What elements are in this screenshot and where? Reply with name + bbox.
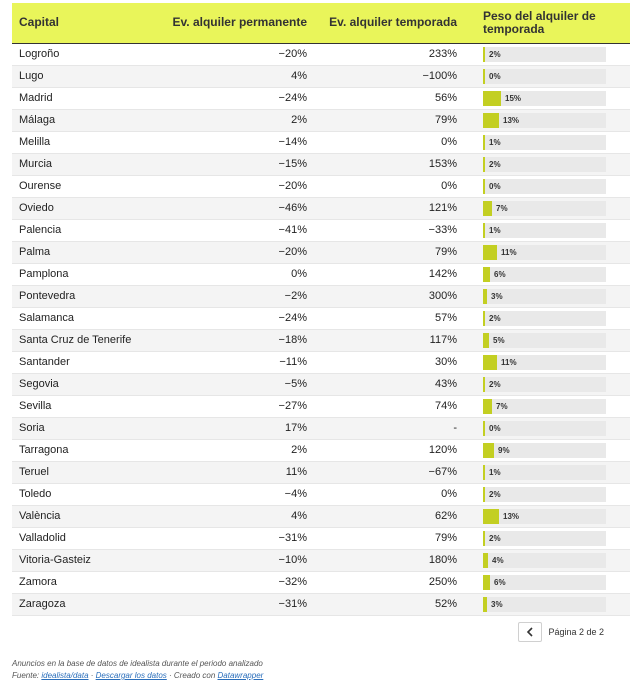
bar-fill <box>483 443 494 458</box>
cell-peso-temporada <box>465 461 630 483</box>
bar-fill <box>483 267 490 282</box>
cell-capital: Pamplona <box>19 268 69 280</box>
bar-value-label: 0% <box>489 423 501 433</box>
table-row <box>12 417 630 439</box>
bar-fill <box>483 531 485 546</box>
bar-track <box>483 399 606 414</box>
bar-fill <box>483 113 499 128</box>
separator: · <box>88 671 96 680</box>
cell-ev-temporada: 52% <box>434 598 457 610</box>
bar-value-label: 7% <box>496 203 508 213</box>
bar-fill <box>483 245 497 260</box>
cell-ev-temporada: 0% <box>441 180 457 192</box>
bar-value-label: 0% <box>489 181 501 191</box>
cell-peso-temporada <box>465 153 630 175</box>
bar-value-label: 9% <box>498 445 510 455</box>
cell-peso-temporada <box>465 87 630 109</box>
bar-track <box>483 201 606 216</box>
cell-capital: Santa Cruz de Tenerife <box>19 334 132 346</box>
bar-fill <box>483 47 485 62</box>
bar-fill <box>483 135 485 150</box>
bar-track <box>483 487 606 502</box>
cell-ev-permanente: −18% <box>278 334 307 346</box>
bar-value-label: 2% <box>489 159 501 169</box>
table-row <box>12 461 630 483</box>
table-row <box>12 505 630 527</box>
bar-value-label: 11% <box>501 357 517 367</box>
table-row <box>12 109 630 131</box>
bar-track <box>483 421 606 436</box>
bar-fill <box>483 157 485 172</box>
cell-ev-temporada: - <box>453 422 457 434</box>
bar-fill <box>483 223 485 238</box>
cell-ev-temporada: 56% <box>434 92 457 104</box>
cell-ev-permanente: −31% <box>278 532 307 544</box>
page-indicator: Página 2 de 2 <box>548 627 604 637</box>
table-row <box>12 395 630 417</box>
table-row <box>12 351 630 373</box>
table-row <box>12 483 630 505</box>
bar-value-label: 7% <box>496 401 508 411</box>
cell-peso-temporada <box>465 43 630 65</box>
pagination <box>518 622 604 642</box>
bar-track <box>483 333 606 348</box>
table-header-row <box>12 3 630 43</box>
column-header-ev-permanente[interactable]: Ev. alquiler permanente <box>172 15 307 30</box>
cell-peso-temporada <box>465 263 630 285</box>
column-header-peso-temporada[interactable]: Peso del alquiler de temporada <box>483 8 596 36</box>
cell-peso-temporada <box>465 571 630 593</box>
bar-value-label: 2% <box>489 313 501 323</box>
bar-track <box>483 311 606 326</box>
cell-ev-permanente: −24% <box>278 92 307 104</box>
bar-value-label: 6% <box>494 269 506 279</box>
bar-value-label: 5% <box>493 335 505 345</box>
cell-capital: Sevilla <box>19 400 52 412</box>
bar-fill <box>483 91 501 106</box>
table-body <box>12 43 630 615</box>
cell-peso-temporada <box>465 439 630 461</box>
table-row <box>12 593 630 615</box>
cell-ev-permanente: −46% <box>278 202 307 214</box>
bar-value-label: 2% <box>489 379 501 389</box>
bar-track <box>483 465 606 480</box>
cell-ev-temporada: 79% <box>434 246 457 258</box>
chevron-left-icon <box>526 627 534 637</box>
cell-ev-temporada: 180% <box>428 554 457 566</box>
source-line <box>12 670 612 682</box>
cell-ev-temporada: 30% <box>434 356 457 368</box>
cell-ev-temporada: 233% <box>428 48 457 60</box>
previous-page-button[interactable] <box>518 622 542 642</box>
cell-capital: Logroño <box>19 48 60 60</box>
bar-track <box>483 509 606 524</box>
table-row <box>12 219 630 241</box>
cell-ev-temporada: 250% <box>428 576 457 588</box>
table-row <box>12 307 630 329</box>
bar-fill <box>483 289 487 304</box>
cell-peso-temporada <box>465 285 630 307</box>
cell-peso-temporada <box>465 417 630 439</box>
bar-fill <box>483 69 485 84</box>
cell-peso-temporada <box>465 395 630 417</box>
bar-value-label: 2% <box>489 49 501 59</box>
bar-fill <box>483 465 485 480</box>
table-row <box>12 65 630 87</box>
bar-value-label: 4% <box>492 555 504 565</box>
download-data-link[interactable]: Descargar los datos <box>95 671 167 680</box>
cell-peso-temporada <box>465 307 630 329</box>
cell-capital: Vitoria-Gasteiz <box>19 554 91 566</box>
bar-value-label: 3% <box>491 599 503 609</box>
cell-peso-temporada <box>465 175 630 197</box>
bar-fill <box>483 333 489 348</box>
cell-capital: Zaragoza <box>19 598 66 610</box>
source-label: Fuente: <box>12 671 40 680</box>
cell-ev-temporada: 62% <box>434 510 457 522</box>
bar-value-label: 11% <box>501 247 517 257</box>
cell-capital: Toledo <box>19 488 52 500</box>
cell-capital: València <box>19 510 61 522</box>
cell-ev-permanente: −14% <box>278 136 307 148</box>
cell-ev-temporada: 153% <box>428 158 457 170</box>
bar-value-label: 13% <box>503 115 520 125</box>
cell-ev-temporada: 74% <box>434 400 457 412</box>
cell-capital: Madrid <box>19 92 53 104</box>
bar-value-label: 0% <box>489 71 501 81</box>
bar-track <box>483 245 606 260</box>
cell-ev-permanente: −32% <box>278 576 307 588</box>
cell-ev-temporada: 79% <box>434 114 457 126</box>
bar-track <box>483 531 606 546</box>
cell-ev-temporada: −33% <box>428 224 457 236</box>
bar-track <box>483 91 606 106</box>
cell-ev-permanente: −41% <box>278 224 307 236</box>
cell-peso-temporada <box>465 505 630 527</box>
credit-text: · Creado con <box>166 671 218 680</box>
table-row <box>12 549 630 571</box>
cell-ev-permanente: 11% <box>285 466 307 478</box>
bar-track <box>483 377 606 392</box>
cell-ev-permanente: −27% <box>278 400 307 412</box>
cell-ev-permanente: −24% <box>278 312 307 324</box>
cell-ev-permanente: −2% <box>284 290 307 302</box>
cell-capital: Tarragona <box>19 444 69 456</box>
table-row <box>12 373 630 395</box>
cell-capital: Lugo <box>19 70 44 82</box>
data-table-container <box>12 3 607 616</box>
cell-ev-permanente: 0% <box>291 268 307 280</box>
bar-value-label: 6% <box>494 577 506 587</box>
table-row <box>12 329 630 351</box>
cell-capital: Soria <box>19 422 45 434</box>
bar-track <box>483 597 606 612</box>
cell-ev-permanente: −15% <box>278 158 307 170</box>
cell-peso-temporada <box>465 351 630 373</box>
cell-ev-temporada: 121% <box>428 202 457 214</box>
cell-peso-temporada <box>465 373 630 395</box>
cell-ev-temporada: 57% <box>434 312 457 324</box>
cell-peso-temporada <box>465 219 630 241</box>
bar-fill <box>483 311 485 326</box>
bar-fill <box>483 575 490 590</box>
cell-capital: Palencia <box>19 224 62 236</box>
cell-ev-temporada: 117% <box>429 334 457 346</box>
bar-track <box>483 47 606 62</box>
bar-track <box>483 443 606 458</box>
cell-ev-temporada: 43% <box>434 378 457 390</box>
cell-peso-temporada <box>465 527 630 549</box>
cell-ev-permanente: −31% <box>278 598 307 610</box>
source-link[interactable]: idealista/data <box>41 671 89 680</box>
cell-peso-temporada <box>465 131 630 153</box>
cell-ev-permanente: −10% <box>278 554 307 566</box>
bar-value-label: 2% <box>489 489 501 499</box>
footer-notes <box>12 658 612 682</box>
cell-peso-temporada <box>465 329 630 351</box>
cell-peso-temporada <box>465 241 630 263</box>
cell-ev-permanente: 4% <box>291 510 307 522</box>
bar-fill <box>483 509 499 524</box>
cell-capital: Segovia <box>19 378 59 390</box>
bar-fill <box>483 377 485 392</box>
cell-capital: Oviedo <box>19 202 54 214</box>
cell-capital: Murcia <box>19 158 53 170</box>
cell-peso-temporada <box>465 483 630 505</box>
column-header-ev-temporada[interactable]: Ev. alquiler temporada <box>329 15 457 30</box>
cell-capital: Pontevedra <box>19 290 76 302</box>
bar-track <box>483 113 606 128</box>
cell-capital: Zamora <box>19 576 57 588</box>
table-row <box>12 131 630 153</box>
cell-ev-temporada: 300% <box>428 290 457 302</box>
column-header-capital[interactable]: Capital <box>19 15 60 30</box>
table-row <box>12 439 630 461</box>
cell-ev-permanente: −4% <box>284 488 307 500</box>
cell-peso-temporada <box>465 549 630 571</box>
cell-capital: Teruel <box>19 466 49 478</box>
bar-track <box>483 179 606 194</box>
cell-ev-temporada: 79% <box>434 532 457 544</box>
cell-capital: Salamanca <box>19 312 75 324</box>
cell-ev-permanente: −11% <box>279 356 307 368</box>
table-row <box>12 285 630 307</box>
note-text: Anuncios en la base de datos de idealista durante el periodo analizado <box>12 659 263 668</box>
bar-track <box>483 223 606 238</box>
bar-track <box>483 157 606 172</box>
table-row <box>12 263 630 285</box>
table-row <box>12 571 630 593</box>
bar-fill <box>483 597 487 612</box>
cell-ev-permanente: −20% <box>278 246 307 258</box>
bar-fill <box>483 179 485 194</box>
cell-ev-temporada: −100% <box>422 70 457 82</box>
bar-track <box>483 355 606 370</box>
cell-ev-permanente: −20% <box>278 180 307 192</box>
cell-ev-permanente: −20% <box>278 48 307 60</box>
bar-value-label: 2% <box>489 533 501 543</box>
cell-peso-temporada <box>465 65 630 87</box>
cell-capital: Ourense <box>19 180 62 192</box>
cell-ev-temporada: 0% <box>441 488 457 500</box>
cell-peso-temporada <box>465 593 630 615</box>
table-row <box>12 527 630 549</box>
cell-capital: Valladolid <box>19 532 66 544</box>
table-row <box>12 197 630 219</box>
cell-capital: Málaga <box>19 114 56 126</box>
bar-value-label: 1% <box>489 137 501 147</box>
bar-track <box>483 289 606 304</box>
bar-track <box>483 69 606 84</box>
data-table <box>12 3 630 616</box>
cell-ev-permanente: 17% <box>284 422 307 434</box>
bar-fill <box>483 487 485 502</box>
cell-peso-temporada <box>465 109 630 131</box>
cell-capital: Palma <box>19 246 51 258</box>
bar-track <box>483 553 606 568</box>
cell-ev-permanente: 4% <box>291 70 307 82</box>
bar-value-label: 3% <box>491 291 503 301</box>
bar-fill <box>483 399 492 414</box>
table-row <box>12 153 630 175</box>
table-row <box>12 87 630 109</box>
cell-ev-temporada: 0% <box>441 136 457 148</box>
table-row <box>12 241 630 263</box>
bar-fill <box>483 421 485 436</box>
bar-track <box>483 267 606 282</box>
cell-peso-temporada <box>465 197 630 219</box>
cell-ev-permanente: 2% <box>291 444 307 456</box>
cell-ev-temporada: −67% <box>428 466 457 478</box>
datawrapper-link[interactable]: Datawrapper <box>217 671 264 680</box>
bar-track <box>483 575 606 590</box>
bar-fill <box>483 553 488 568</box>
cell-ev-permanente: −5% <box>284 378 307 390</box>
cell-capital: Melilla <box>19 136 51 148</box>
cell-ev-permanente: 2% <box>291 114 307 126</box>
table-row <box>12 43 630 65</box>
cell-capital: Santander <box>19 356 70 368</box>
bar-value-label: 15% <box>505 93 522 103</box>
bar-fill <box>483 201 492 216</box>
bar-track <box>483 135 606 150</box>
bar-value-label: 1% <box>489 467 501 477</box>
cell-ev-temporada: 142% <box>428 268 457 280</box>
bar-fill <box>483 355 497 370</box>
bar-value-label: 1% <box>489 225 501 235</box>
cell-ev-temporada: 120% <box>428 444 457 456</box>
table-row <box>12 175 630 197</box>
bar-value-label: 13% <box>503 511 520 521</box>
